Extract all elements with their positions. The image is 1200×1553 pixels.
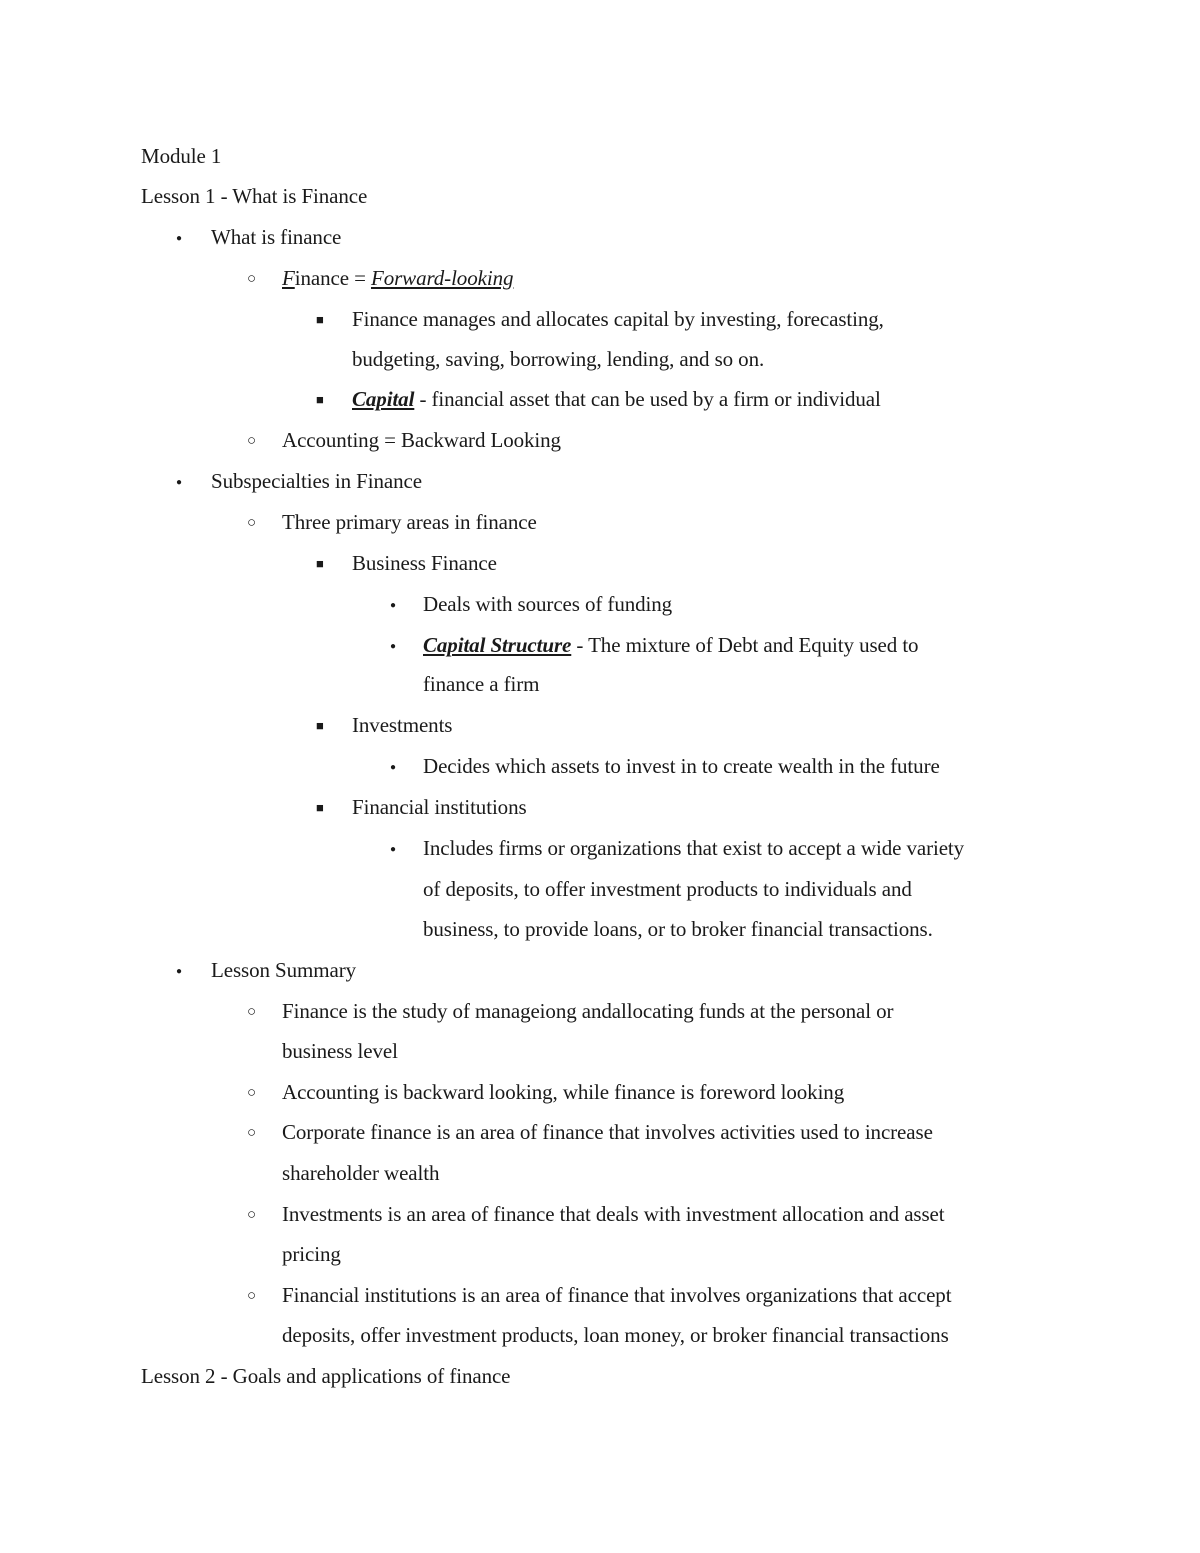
bullet-square-icon	[316, 385, 324, 416]
bullet-disc-icon	[390, 631, 396, 664]
item-text: - The mixture of Debt and Equity used to	[571, 633, 919, 657]
list-item	[423, 752, 940, 780]
item-continuation: finance a firm	[423, 672, 540, 696]
bullet-circle-icon	[247, 1281, 256, 1312]
bullet-square-icon	[316, 793, 324, 824]
bullet-circle-icon	[247, 997, 256, 1028]
list-item	[282, 1118, 933, 1146]
bullet-square-icon	[316, 549, 324, 580]
list-item	[352, 305, 884, 333]
bullet-disc-icon	[176, 956, 182, 989]
list-item	[282, 997, 893, 1025]
item-continuation: shareholder wealth	[282, 1161, 440, 1185]
bullet-circle-icon	[247, 1200, 256, 1231]
list-item	[282, 1281, 951, 1309]
item-continuation: business level	[282, 1039, 398, 1063]
bullet-square-icon	[316, 305, 324, 336]
item-text: Financial institutions is an area of finance that involves organizations that accept	[282, 1283, 952, 1307]
lesson2-heading: Lesson 2 - Goals and applications of finance	[141, 1364, 511, 1388]
bullet-circle-icon	[247, 508, 256, 539]
item-text: inance =	[294, 266, 371, 290]
bullet-circle-icon	[247, 1078, 256, 1109]
list-item	[282, 426, 561, 454]
item-continuation: business, to provide loans, or to broker financial transactions.	[423, 917, 933, 941]
bullet-circle-icon	[247, 264, 256, 295]
list-item	[211, 223, 341, 251]
bullet-disc-icon	[176, 223, 182, 256]
item-text: Accounting is backward looking, while finance is foreword looking	[282, 1080, 845, 1104]
bullet-disc-icon	[390, 590, 396, 623]
item-text: - financial asset that can be used by a firm or individual	[414, 387, 881, 411]
item-text: Finance manages and allocates capital by investing, forecasting,	[352, 307, 884, 331]
list-item	[423, 631, 918, 659]
bullet-disc-icon	[176, 467, 182, 500]
item-text: Three primary areas in finance	[282, 510, 537, 534]
capital-structure-term: Capital Structure	[423, 633, 572, 657]
list-item	[423, 590, 672, 618]
bullet-disc-icon	[390, 752, 396, 785]
item-continuation: pricing	[282, 1242, 341, 1266]
item-text: Includes firms or organizations that exist to accept a wide variety	[423, 836, 965, 860]
list-item	[282, 1200, 945, 1228]
list-item	[352, 793, 527, 821]
item-text: Subspecialties in Finance	[211, 469, 422, 493]
item-text: Business Finance	[352, 551, 497, 575]
module-heading: Module 1	[141, 144, 222, 168]
lead-letter: F	[282, 266, 295, 290]
item-text: Lesson Summary	[211, 958, 357, 982]
item-text: Accounting = Backward Looking	[282, 428, 561, 452]
bullet-circle-icon	[247, 1118, 256, 1149]
item-continuation: of deposits, to offer investment products to individuals and	[423, 877, 912, 901]
item-text: Investments	[352, 713, 453, 737]
list-item	[282, 508, 537, 536]
list-item	[352, 711, 452, 739]
item-continuation: deposits, offer investment products, loan money, or broker financial transactions	[282, 1323, 949, 1347]
capital-term: Capital	[352, 387, 415, 411]
item-text: What is finance	[211, 225, 342, 249]
list-item	[211, 467, 422, 495]
item-text: Finance is the study of manageiong andallocating funds at the personal or	[282, 999, 894, 1023]
item-text: Corporate finance is an area of finance that involves activities used to increase	[282, 1120, 933, 1144]
item-text: Deals with sources of funding	[423, 592, 673, 616]
bullet-disc-icon	[390, 834, 396, 867]
forward-looking-term: Forward-looking	[370, 266, 514, 290]
item-text: Financial institutions	[352, 795, 527, 819]
item-continuation: budgeting, saving, borrowing, lending, and so on.	[352, 347, 765, 371]
list-item	[282, 1078, 844, 1106]
list-item	[211, 956, 356, 984]
list-item	[423, 834, 964, 862]
list-item	[352, 385, 881, 413]
bullet-square-icon	[316, 711, 324, 742]
list-item	[282, 264, 513, 292]
lesson1-heading: Lesson 1 - What is Finance	[141, 184, 368, 208]
list-item	[352, 549, 497, 577]
bullet-circle-icon	[247, 426, 256, 457]
item-text: Decides which assets to invest in to create wealth in the future	[423, 754, 940, 778]
item-text: Investments is an area of finance that deals with investment allocation and asset	[282, 1202, 945, 1226]
